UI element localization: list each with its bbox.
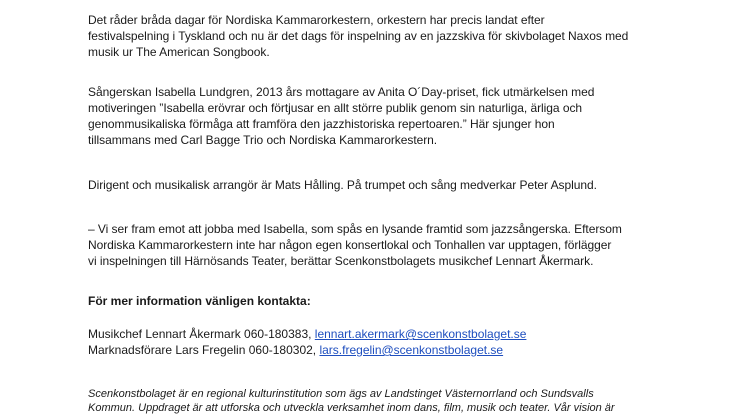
footer-line: Kommun. Uppdraget är att utforska och utveckla verksamhet inom dans, film, musik och teater. Vår vision är <box>88 402 615 414</box>
contact-heading: För mer information vänligen kontakta: <box>88 294 311 308</box>
email-link-fregelin[interactable]: lars.fregelin@scenkonstbolaget.se <box>319 343 504 357</box>
contact-name-phone: Musikchef Lennart Åkermark 060-180383, <box>88 327 315 341</box>
text-line: Nordiska Kammarorkestern inte har någon egen konsertlokal och Tonhallen var upptagen, förlägger <box>88 238 612 252</box>
text-line: Dirigent och musikalisk arrangör är Mats Hålling. På trumpet och sång medverkar Peter Asplund. <box>88 178 597 192</box>
text-line: genommusikaliska förmåga att framföra den jazzhistoriska repertoaren.” Här sjunger hon <box>88 117 555 131</box>
quote-paragraph <box>88 221 622 269</box>
contact-list <box>88 326 526 358</box>
text-line: festivalspelning i Tyskland och nu är det dags för inspelning av en jazzskiva för skivbolaget Naxos med <box>88 29 629 43</box>
footer-line: Scenkonstbolaget är en regional kulturinstitution som ägs av Landstinget Västernorrland och Sundsvalls <box>88 388 594 400</box>
singer-paragraph <box>88 84 594 148</box>
text-line: Det råder bråda dagar för Nordiska Kammarorkestern, orkestern har precis landat efter <box>88 13 545 27</box>
text-line: tillsammans med Carl Bagge Trio och Nordiska Kammarorkestern. <box>88 133 438 147</box>
intro-paragraph <box>88 12 628 60</box>
text-line: Sångerskan Isabella Lundgren, 2013 års mottagare av Anita O´Day-priset, fick utmärkelsen med <box>88 85 595 99</box>
about-footer <box>88 387 738 415</box>
text-line: motiveringen ”Isabella erövrar och förtjusar en allt större publik genom sin naturliga, ärliga och <box>88 101 583 115</box>
text-line: musik ur The American Songbook. <box>88 45 270 59</box>
contact-line-akermark <box>88 326 526 342</box>
conductor-paragraph <box>88 177 597 193</box>
contact-line-fregelin <box>88 342 526 358</box>
text-line: – Vi ser fram emot att jobba med Isabella, som spås en lysande framtid som jazzsångerska. Eftersom <box>88 222 622 236</box>
contact-name-phone: Marknadsförare Lars Fregelin 060-180302, <box>88 343 320 357</box>
email-link-akermark[interactable]: lennart.akermark@scenkonstbolaget.se <box>314 327 527 341</box>
text-line: vi inspelningen till Härnösands Teater, berättar Scenkonstbolagets musikchef Lennart Åkermark. <box>88 254 594 268</box>
